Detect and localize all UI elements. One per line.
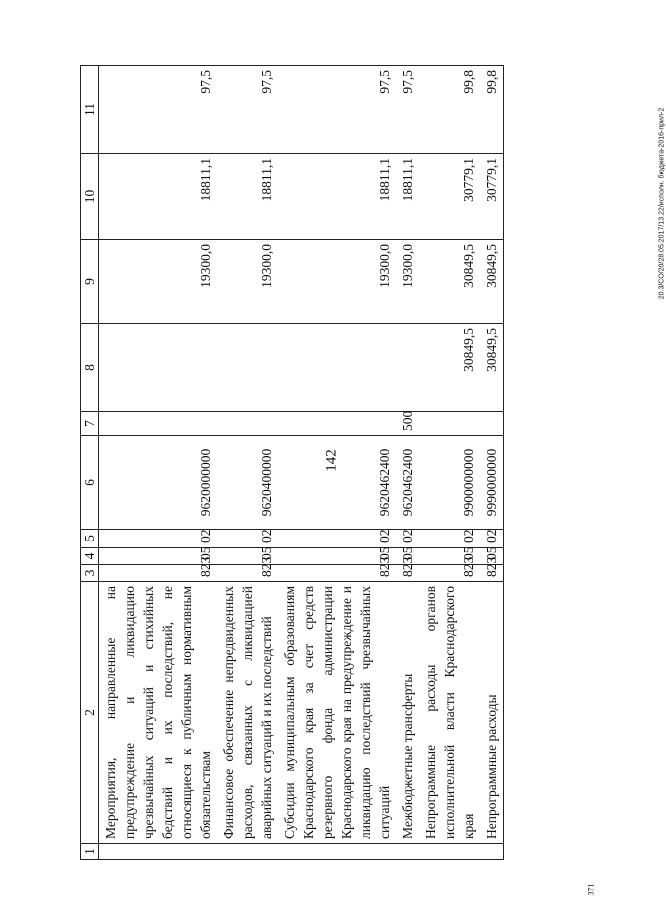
cell-c9: 19300,0	[278, 240, 396, 324]
cell-c7	[217, 412, 278, 436]
cell-c1	[217, 844, 278, 860]
cell-c8	[99, 324, 218, 412]
cell-c3: 823	[480, 565, 504, 582]
header-cell: 5	[81, 530, 99, 548]
table-row	[419, 66, 480, 860]
cell-c4: 05	[396, 548, 419, 565]
cell-c9: 30849,5	[419, 240, 480, 324]
page-number: 142	[323, 449, 340, 472]
cell-c6: 9900000000	[419, 436, 480, 530]
cell-c10: 18811,1	[99, 154, 218, 240]
table-row	[217, 66, 278, 860]
header-cell: 4	[81, 548, 99, 565]
cell-c3: 823	[278, 565, 396, 582]
header-cell: 8	[81, 324, 99, 412]
cell-c1	[99, 844, 218, 860]
cell-c6: 9620000000	[99, 436, 218, 530]
cell-c2: Межбюджетные трансферты	[396, 582, 419, 844]
cell-c4: 05	[278, 548, 396, 565]
cell-c7	[419, 412, 480, 436]
cell-c6: 9620462400	[396, 436, 419, 530]
cell-c3: 823	[99, 565, 218, 582]
cell-c1	[480, 844, 504, 860]
cell-c2: Мероприятия, направленные на предупреждение и ликвидацию чрезвычайных ситуаций и стихийных бедствий и их последствий, не относящиеся к публичным нормативным обязательствам	[99, 582, 218, 844]
table-row	[278, 66, 396, 860]
table-row	[396, 66, 419, 860]
cell-c7: 500	[396, 412, 419, 436]
cell-c3: 823	[419, 565, 480, 582]
table-header-row	[81, 66, 99, 860]
cell-c5: 02	[480, 530, 504, 548]
cell-c10: 30779,1	[480, 154, 504, 240]
header-cell: 1	[81, 844, 99, 860]
cell-c7	[278, 412, 396, 436]
cell-c6: 9620400000	[217, 436, 278, 530]
cell-c9: 19300,0	[217, 240, 278, 324]
cell-c11: 97,5	[99, 66, 218, 154]
cell-c2: Финансовое обеспечение непредвиденных расходов, связанных с ликвидацией аварийных ситуаций и их последствий	[217, 582, 278, 844]
cell-c1	[278, 844, 396, 860]
cell-c11: 97,5	[217, 66, 278, 154]
cell-c6: 9620462400	[278, 436, 396, 530]
budget-table-container	[80, 66, 552, 860]
cell-c3: 823	[396, 565, 419, 582]
cell-c8	[278, 324, 396, 412]
cell-c4: 05	[419, 548, 480, 565]
cell-c4: 05	[99, 548, 218, 565]
cell-c9: 19300,0	[99, 240, 218, 324]
cell-c3: 823	[217, 565, 278, 582]
cell-c11: 97,5	[278, 66, 396, 154]
cell-c2: Непрограммные расходы органов исполнительной власти Краснодарского края	[419, 582, 480, 844]
cell-c11: 99,8	[419, 66, 480, 154]
budget-table	[80, 65, 504, 860]
cell-c5: 02	[99, 530, 218, 548]
cell-c9: 19300,0	[396, 240, 419, 324]
cell-c10: 18811,1	[278, 154, 396, 240]
cell-c8	[217, 324, 278, 412]
cell-c1	[396, 844, 419, 860]
cell-c10: 18811,1	[217, 154, 278, 240]
header-cell: 11	[81, 66, 99, 154]
cell-c10: 18811,1	[396, 154, 419, 240]
cell-c5: 02	[217, 530, 278, 548]
footer-mark: 371	[586, 883, 596, 896]
cell-c11: 97,5	[396, 66, 419, 154]
cell-c8: 30849,5	[480, 324, 504, 412]
cell-c9: 30849,5	[480, 240, 504, 324]
cell-c5: 02	[419, 530, 480, 548]
cell-c11: 99,8	[480, 66, 504, 154]
footer-code: 20.3/СО/20/28.05.2017/13.22/исполн. бюджета-2016-прил-2	[658, 107, 666, 300]
cell-c4: 05	[480, 548, 504, 565]
cell-c7	[480, 412, 504, 436]
header-cell: 3	[81, 565, 99, 582]
cell-c2: Непрограммные расходы	[480, 582, 504, 844]
cell-c6: 9990000000	[480, 436, 504, 530]
cell-c2: Субсидии муниципальным образованиям Краснодарского края за счет средств резервного фонда администрации Краснодарского края на предупреждение и ликвидацию последствий чрезвычайных ситуаций	[278, 582, 396, 844]
cell-c5: 02	[396, 530, 419, 548]
header-cell: 2	[81, 582, 99, 844]
cell-c4: 05	[217, 548, 278, 565]
header-cell: 7	[81, 412, 99, 436]
cell-c1	[419, 844, 480, 860]
cell-c7	[99, 412, 218, 436]
header-cell: 6	[81, 436, 99, 530]
cell-c5: 02	[278, 530, 396, 548]
table-row	[99, 66, 218, 860]
header-cell: 10	[81, 154, 99, 240]
cell-c10: 30779,1	[419, 154, 480, 240]
table-row	[480, 66, 504, 860]
cell-c8: 30849,5	[419, 324, 480, 412]
header-cell: 9	[81, 240, 99, 324]
cell-c8	[396, 324, 419, 412]
